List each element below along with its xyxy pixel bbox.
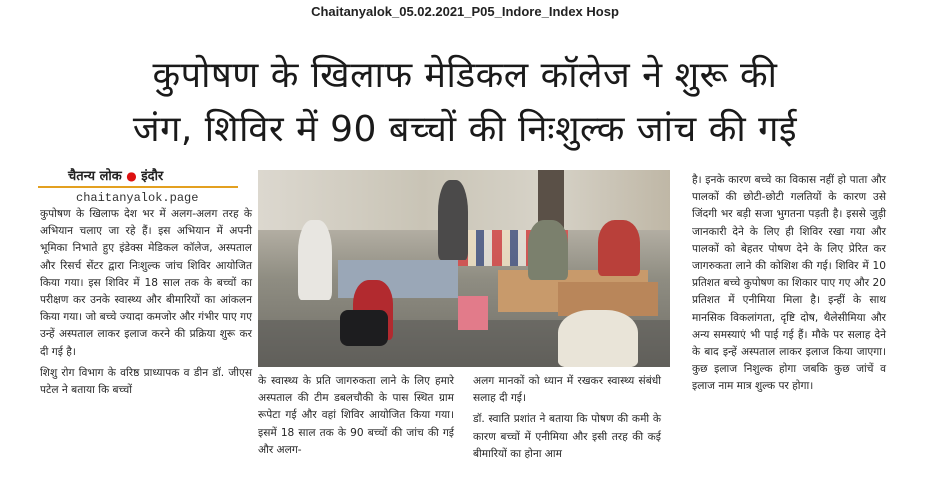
headline-line-2: जंग, शिविर में 90 बच्चों की निःशुल्क जांच की गई (132, 109, 798, 150)
masthead (38, 166, 238, 205)
column-3-paragraph-1: अलग मानकों को ध्यान में रखकर स्वास्थ्य संबंधी सलाह दी गई। (473, 375, 661, 405)
column-3-paragraph-2: डॉ. स्वाति प्रशांत ने बताया कि पोषण की कमी के कारण बच्चों में एनीमिया और इसी तरह की कई बीमारियों का होना आम (473, 413, 661, 460)
column-2-paragraph-1: के स्वास्थ्य के प्रति जागरुकता लाने के लिए हमारे अस्पताल की टीम डबलचौकी के पास स्थित ग्राम रूपेटा गई और वहां शिविर आयोजित किया गया। इसमें 18 साल तक के 90 बच्चों की जांच की गई और अलग- (258, 375, 454, 456)
page-caption: Chaitanyalok_05.02.2021_P05_Indore_Index Hosp (311, 4, 619, 19)
article-photo (258, 170, 670, 367)
brand-name: चैतन्य लोक (68, 169, 122, 184)
article-column-4 (692, 172, 886, 396)
masthead-brand (38, 166, 238, 184)
photo-person-doctor (298, 220, 332, 300)
article-column-3 (473, 373, 661, 463)
photo-person-foreground (558, 310, 638, 367)
column-1-paragraph-2: शिशु रोग विभाग के वरिष्ठ प्राध्यापक व डीन डॉ. जीएस पटेल ने बताया कि बच्चों (40, 366, 252, 397)
brand-dot-icon: ● (126, 169, 137, 183)
photo-person-standing (438, 180, 468, 260)
photo-stool (458, 296, 488, 330)
column-1-paragraph-1: कुपोषण के खिलाफ देश भर में अलग-अलग तरह के अभियान चलाए जा रहे हैं। इस अभियान में अपनी भूमिका निभाते हुए इंडेक्स मेडिकल कॉलेज, अस्पताल और रिसर्च सेंटर द्वारा निःशुल्क जांच शिविर आयोजित किया गया। इस शिविर में 18 साल तक के बच्चों का परीक्षण कर उनके स्वास्थ्य और बीमारियों का आंकलन किया गया। जो बच्चे ज्यादा कमजोर और गंभीर पाए गए उन्हें अस्पताल लाकर इलाज करने की प्रक्रिया शुरू कर दी गई है। (40, 208, 252, 358)
masthead-rule (38, 186, 238, 188)
article-column-2 (258, 373, 454, 459)
photo-backpack (340, 310, 388, 346)
article-column-1 (40, 206, 252, 399)
column-4-paragraph-1: है। इनके कारण बच्चे का विकास नहीं हो पाता और पालकों की छोटी-छोटी गलतियों के कारण उसे जिंदगी भर बड़ी सजा भुगतना पड़ती है। इससे जुड़ी जानकारी देने के लिए ही शिविर रखा गया और पालकों को बेहतर पोषण देने के लिए प्रेरित कर जागरुकता लाने की कोशिश की गई। शिविर में 10 प्रतिशत बच्चे कुपोषण का शिकार पाए गए और 20 प्रतिशत में एनीमिया मिला है। इन्हीं के साथ मानसिक विकलांगता, दृष्टि दोष, थैलेसीमिया और अन्य समस्याएं भी पाई गई हैं। मौके पर सलाह देने के बाद इन्हें अस्पताल लाकर इलाज किया जाएगा। कुछ इलाज निशुल्क होगा जबकि कुछ जांचें व इलाज नाम मात्र शुल्क पर होगा। (692, 174, 886, 393)
brand-city: इंदौर (141, 169, 164, 184)
masthead-site: chaitanyalok.page (76, 191, 199, 205)
photo-person-seated (528, 220, 568, 280)
headline-line-1: कुपोषण के खिलाफ मेडिकल कॉलेज ने शुरू की (152, 55, 778, 96)
photo-person-red (598, 220, 640, 276)
